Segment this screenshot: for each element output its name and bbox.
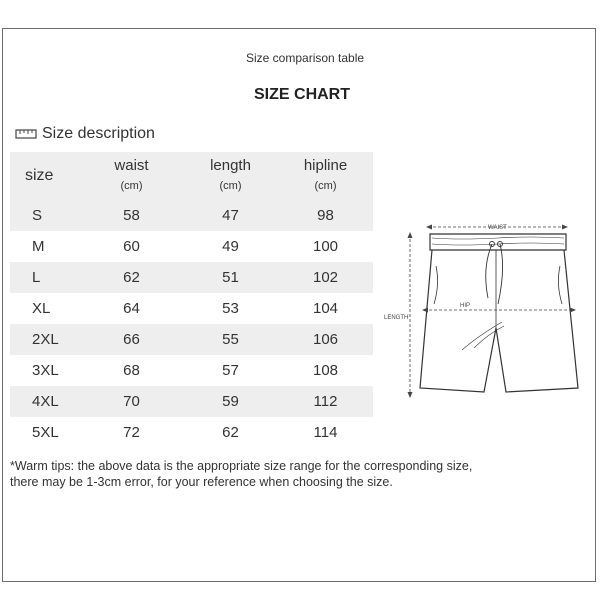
cell-length: 53 — [222, 300, 239, 317]
cell-hipline: 106 — [312, 331, 339, 348]
section-label: Size description — [42, 125, 155, 142]
cell-size: S — [32, 207, 43, 224]
cell-size: XL — [32, 300, 51, 317]
cell-hipline: 114 — [313, 424, 338, 441]
cell-hipline: 98 — [317, 207, 334, 224]
table-row — [10, 417, 373, 448]
ruler-icon — [15, 128, 37, 140]
cell-waist: 64 — [123, 300, 140, 317]
header-waist-label: waist — [114, 157, 149, 174]
cell-length: 47 — [222, 207, 239, 224]
cell-size: M — [32, 238, 45, 255]
cell-length: 59 — [222, 393, 239, 410]
header-waist — [80, 157, 183, 195]
section-heading — [15, 125, 155, 143]
table-row — [10, 200, 373, 231]
cell-length: 57 — [222, 362, 239, 379]
header-size: size — [25, 167, 54, 184]
cell-hipline: 104 — [312, 300, 339, 317]
page-title: SIZE CHART — [254, 86, 350, 103]
warm-tips-line-2: there may be 1-3cm error, for your reference when choosing the size. — [10, 475, 393, 489]
cell-waist: 58 — [123, 207, 140, 224]
cell-size: L — [32, 269, 41, 286]
header-length — [183, 157, 278, 195]
drawstring — [486, 242, 503, 305]
cell-size: 5XL — [32, 424, 59, 441]
table-row — [10, 355, 373, 386]
cell-hipline: 100 — [312, 238, 339, 255]
header-length-label: length — [210, 157, 251, 174]
header-length-unit: (cm) — [219, 180, 242, 192]
cell-length: 49 — [222, 238, 239, 255]
header-hipline-label: hipline — [303, 157, 348, 174]
header-waist-unit: (cm) — [120, 180, 143, 192]
length-measure — [384, 232, 413, 398]
warm-tips-line-1: *Warm tips: the above data is the appropriate size range for the corresponding size, — [10, 459, 473, 473]
shorts-diagram — [380, 220, 600, 410]
hip-measure-label: HIP — [460, 303, 471, 309]
length-measure-label: LENGTH — [384, 315, 409, 321]
cell-size: 3XL — [32, 362, 59, 379]
table-row — [10, 262, 373, 293]
table-row — [10, 386, 373, 417]
cell-length: 55 — [222, 331, 239, 348]
cell-size: 2XL — [32, 331, 59, 348]
cell-waist: 60 — [123, 238, 140, 255]
header-hipline — [278, 157, 373, 195]
cell-length: 51 — [222, 269, 239, 286]
waist-measure — [426, 225, 568, 232]
shorts-outline — [420, 234, 578, 392]
table-row — [10, 293, 373, 324]
table-header-row — [10, 152, 373, 200]
cell-length: 62 — [222, 424, 239, 441]
cell-hipline: 112 — [313, 393, 338, 410]
cell-waist: 70 — [123, 393, 140, 410]
cell-waist: 62 — [123, 269, 140, 286]
hip-measure — [422, 303, 576, 313]
warm-tips-note — [10, 458, 510, 490]
cell-hipline: 102 — [312, 269, 339, 286]
cell-waist: 72 — [123, 424, 140, 441]
subtitle: Size comparison table — [246, 51, 365, 65]
cell-hipline: 108 — [312, 362, 339, 379]
cell-size: 4XL — [32, 393, 59, 410]
cell-waist: 68 — [123, 362, 140, 379]
cell-waist: 66 — [123, 331, 140, 348]
waist-measure-label: WAIST — [488, 225, 507, 231]
header-hipline-unit: (cm) — [314, 180, 337, 192]
size-table — [10, 152, 373, 448]
table-row — [10, 231, 373, 262]
table-row — [10, 324, 373, 355]
